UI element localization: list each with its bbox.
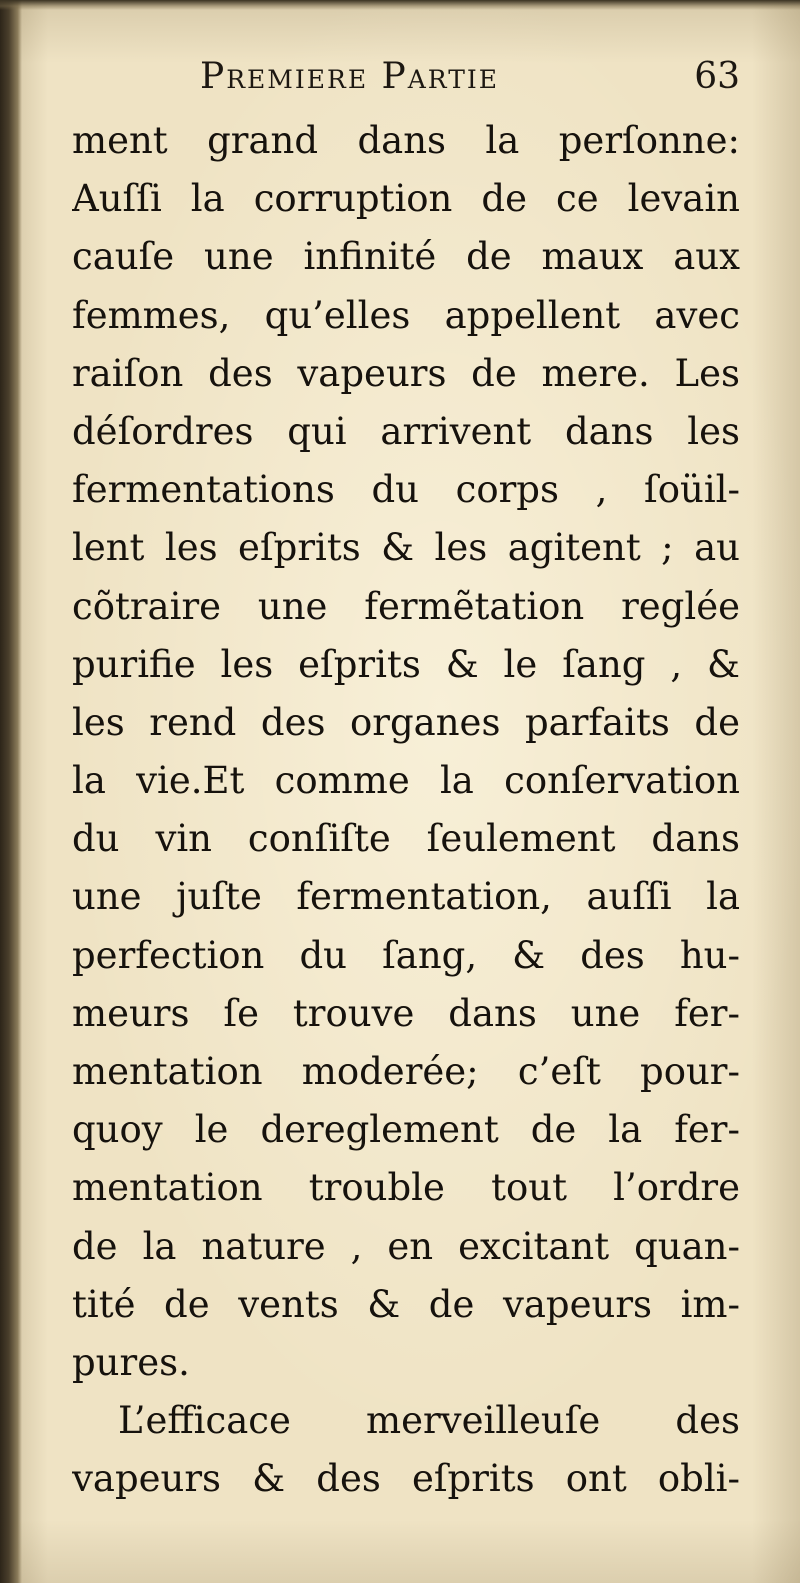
book-binding-edge	[0, 0, 22, 1583]
text-line: raiſon des vapeurs de mere. Les	[72, 351, 740, 395]
text-line: Auſſi la corruption de ce levain	[72, 177, 740, 221]
running-head	[200, 52, 740, 102]
text-line: tité de vents & de vapeurs im-	[72, 1282, 740, 1326]
paragraph-start-line: L’efficace merveilleuſe des	[118, 1399, 740, 1443]
text-line: mentation moderée; c’eſt pour-	[72, 1050, 740, 1093]
text-line: vapeurs & des eſprits ont obli-	[72, 1457, 740, 1501]
text-line: lent les eſprits & les agitent ; au	[72, 526, 740, 570]
page-top-edge	[0, 0, 800, 10]
paragraph-end-line: pures.	[72, 1340, 190, 1384]
text-line: cauſe une infinité de maux aux	[72, 235, 740, 279]
text-line: les rend des organes parfaits de	[72, 700, 740, 744]
text-line: purifie les eſprits & le ſang , &	[72, 642, 740, 686]
text-line: quoy le dereglement de la fer-	[72, 1108, 740, 1152]
text-line: perfection du ſang, & des hu-	[72, 933, 740, 977]
text-line: la vie.Et comme la conſervation	[72, 759, 740, 803]
text-line: mentation trouble tout l’ordre	[72, 1166, 740, 1210]
text-line: déſordres qui arrivent dans les	[72, 409, 740, 453]
text-line: ment grand dans la perſonne:	[72, 119, 740, 162]
text-line: meurs ſe trouve dans une fer-	[72, 991, 740, 1035]
text-line: du vin conſiſte ſeulement dans	[72, 817, 740, 861]
page-number: 63	[694, 56, 740, 97]
text-line: une juſte fermentation, auſſi la	[72, 875, 740, 919]
text-line: fermentations du corps , ſoüil-	[72, 468, 740, 512]
body-text	[72, 112, 740, 1509]
text-line: cõtraire une fermẽtation reglée	[72, 584, 740, 628]
running-title: Premiere Partie	[200, 56, 499, 97]
text-line: femmes, qu’elles appellent avec	[72, 293, 740, 337]
text-line: de la nature , en excitant quan-	[72, 1224, 740, 1268]
